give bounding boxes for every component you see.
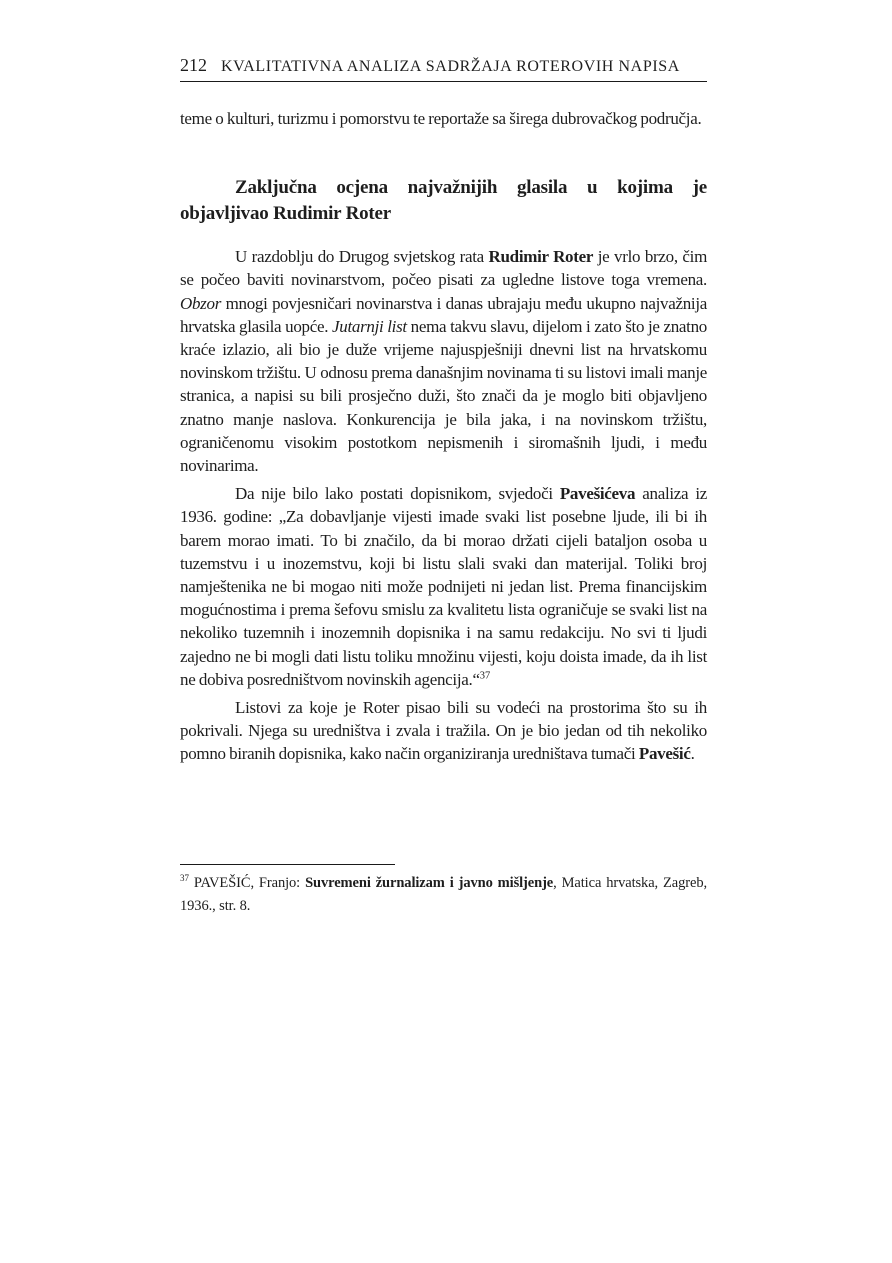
text-run: analiza iz 1936. godine: „Za dobavljanje vijesti imade svaki list posebne ljude, ili bi ih barem morao imati. To bi značilo, da bi morao držati cijeli bataljon osoba u tuzemstvu i u inozemstvu, koji bi listu slali svaki dan materijal. Toliki broj namještenika ne bi mogao niti može podnijeti ni jedan list. Prema financijskim mogućnostima i prema šefovu smislu za kvalitetu lista ograničuje se svaki list na nekoliko tuzemnih i inozemnih dopisnika i na samu redakciju. No svi ti ljudi zajedno ne bi mogli dati listu toliku množinu vijesti, koju doista imade, da ih list ne dobiva posredništvom novinskih agencija.“ xyxy=(180,484,707,689)
paragraph xyxy=(180,696,707,766)
text-run: je vrlo brzo, čim se počeo baviti novinarstvom, počeo pisati za ugledne listove toga vremena. xyxy=(180,247,708,290)
text-run: . xyxy=(690,744,695,764)
page-body xyxy=(180,55,707,771)
footnote-area xyxy=(180,864,707,918)
footnote-marker: 37 xyxy=(180,873,189,884)
footnote-reference: 37 xyxy=(479,670,491,682)
section-heading xyxy=(180,175,707,226)
text-run: , Matica hrvatska, Zagreb, 1936., str. 8. xyxy=(180,875,707,914)
text-run: Pavešić xyxy=(638,744,691,764)
text-run: U razdoblju do Drugog svjetskog rata xyxy=(235,247,489,267)
running-title: KVALITATIVNA ANALIZA SADRŽAJA ROTEROVIH NAPISA xyxy=(221,58,680,75)
text-run: mnogi povjesničari novinarstva i danas ubrajaju među ukupno najvažnija hrvatska glasila uopće. xyxy=(180,293,707,336)
footnote xyxy=(180,872,707,918)
paragraph xyxy=(180,482,707,691)
text-run: teme o kulturi, turizmu i pomorstvu te reportaže sa širega dubrovačkog područja. xyxy=(180,109,702,128)
text-run: Listovi za koje je Roter pisao bili su vodeći na prostorima što su ih pokrivali. Njega su uredništva i zvala i tražila. On je bio jedan od tih nekoliko pomno biranih dopisnika, kako način organiziranja uredništava tumači xyxy=(180,698,707,764)
text-run: nema takvu slavu, dijelom i zato što je znatno kraće izlazio, ali bio je duže vrijeme najuspješniji dnevni list na hrvatskomu novinskom tržištu. U odnosu prema današnjim novinama ti su listovi imali manje stranica, a napisi su bili prosječno duži, što znači da je moglo biti objavljeno znatno manje naslova. Konkurencija je bila jaka, i na novinskom tržištu, ograničenomu visokim postotkom nepismenih i siromašnih ljudi, i među novinarima. xyxy=(180,316,708,476)
text-run: Jutarnji list xyxy=(332,316,407,336)
heading-text: Zaključna ocjena najvažnijih glasila u kojima je objavljivao Rudimir Roter xyxy=(180,177,707,224)
text-run: PAVEŠIĆ, Franjo: xyxy=(188,875,306,891)
text-run: Obzor xyxy=(180,293,222,313)
paragraph-intro xyxy=(180,107,707,130)
text-run: Da nije bilo lako postati dopisnikom, svjedoči xyxy=(235,484,560,504)
footnote-separator xyxy=(180,864,395,865)
page-number: 212 xyxy=(180,55,207,75)
page-header xyxy=(180,55,707,82)
paragraph xyxy=(180,245,707,477)
text-run: Rudimir Roter xyxy=(488,247,594,267)
text-run: Pavešićeva xyxy=(559,484,636,504)
text-run: Suvremeni žurnalizam i javno mišljenje xyxy=(305,875,554,891)
